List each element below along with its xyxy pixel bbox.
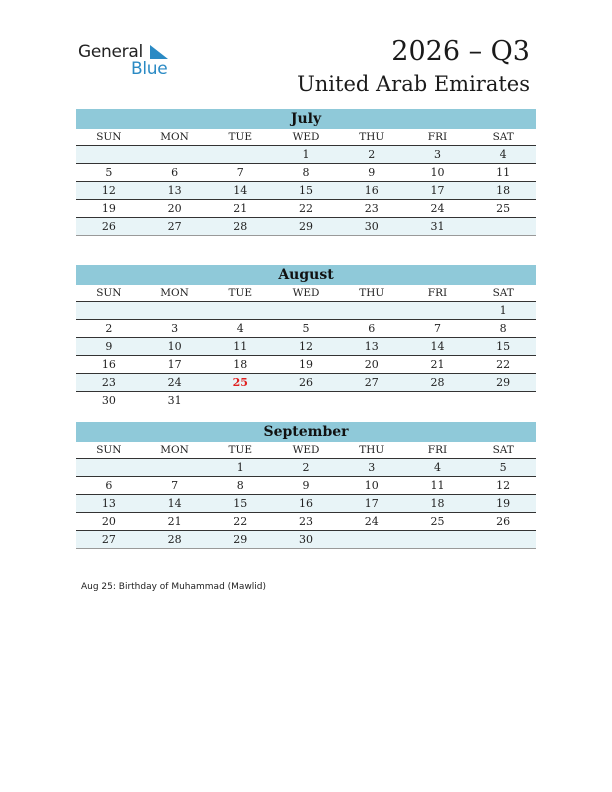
day-cell: 31 [167, 394, 182, 407]
day-cell: 30 [364, 220, 379, 233]
day-cell: 2 [302, 461, 310, 474]
day-cell [405, 302, 471, 319]
day-cell [339, 392, 405, 409]
day-cell: 21 [167, 515, 182, 528]
weekday-label: THU [359, 444, 385, 456]
day-cell: 11 [496, 166, 511, 179]
day-cell: 15 [496, 340, 511, 353]
day-cell: 5 [499, 461, 507, 474]
day-cell [76, 459, 142, 476]
day-cell: 22 [299, 202, 314, 215]
day-cell: 19 [101, 202, 116, 215]
day-cell: 21 [233, 202, 248, 215]
day-cell: 26 [299, 376, 314, 389]
weekday-label: SUN [96, 287, 122, 299]
month-calendar-july [76, 109, 536, 236]
day-cell: 19 [496, 497, 511, 510]
page-title: 2026 – Q3 [391, 36, 530, 67]
day-cell [142, 146, 208, 163]
day-cell: 16 [364, 184, 379, 197]
week-row [76, 218, 536, 236]
day-cell: 23 [101, 376, 116, 389]
weekday-label: MON [160, 131, 189, 143]
day-cell: 13 [167, 184, 182, 197]
weekday-label: SAT [492, 287, 514, 299]
day-cell [405, 531, 471, 548]
day-cell: 22 [233, 515, 248, 528]
week-row [76, 392, 536, 409]
day-cell: 27 [101, 533, 116, 546]
day-cell: 29 [496, 376, 511, 389]
day-cell: 29 [233, 533, 248, 546]
day-cell [207, 146, 273, 163]
day-cell: 25 [496, 202, 511, 215]
country-name: United Arab Emirates [297, 72, 530, 96]
day-cell: 15 [233, 497, 248, 510]
day-cell: 16 [101, 358, 116, 371]
day-cell: 18 [233, 358, 248, 371]
day-cell: 24 [364, 515, 379, 528]
weekday-label: TUE [228, 287, 253, 299]
day-cell: 20 [101, 515, 116, 528]
weekday-header-row [76, 285, 536, 302]
week-row [76, 182, 536, 200]
day-cell: 4 [433, 461, 441, 474]
week-row [76, 513, 536, 531]
week-row [76, 302, 536, 320]
day-cell: 1 [499, 304, 507, 317]
month-calendar-august [76, 265, 536, 409]
weekday-label: SUN [96, 131, 122, 143]
day-cell: 14 [233, 184, 248, 197]
day-cell: 30 [299, 533, 314, 546]
day-cell: 14 [167, 497, 182, 510]
day-cell: 8 [302, 166, 310, 179]
day-cell: 3 [171, 322, 179, 335]
day-cell: 13 [364, 340, 379, 353]
weekday-label: MON [160, 287, 189, 299]
day-cell: 1 [236, 461, 244, 474]
day-cell: 16 [299, 497, 314, 510]
day-cell [273, 392, 339, 409]
day-cell: 2 [368, 148, 376, 161]
day-cell: 4 [236, 322, 244, 335]
day-cell: 18 [496, 184, 511, 197]
weekday-label: THU [359, 131, 385, 143]
day-cell: 6 [171, 166, 179, 179]
day-cell [405, 392, 471, 409]
day-cell: 12 [496, 479, 511, 492]
day-cell: 4 [499, 148, 507, 161]
holiday-note: Aug 25: Birthday of Muhammad (Mawlid) [81, 582, 267, 592]
day-cell: 11 [430, 479, 445, 492]
day-cell: 6 [105, 479, 113, 492]
day-cell: 11 [233, 340, 248, 353]
day-cell: 31 [430, 220, 445, 233]
month-calendar-september [76, 422, 536, 549]
day-cell [142, 459, 208, 476]
day-cell: 28 [167, 533, 182, 546]
day-cell: 3 [368, 461, 376, 474]
logo-word-general: General [78, 42, 143, 62]
day-cell: 28 [233, 220, 248, 233]
day-cell: 7 [433, 322, 441, 335]
month-name: September [76, 422, 536, 442]
weekday-label: TUE [228, 131, 253, 143]
weekday-label: MON [160, 444, 189, 456]
day-cell: 2 [105, 322, 113, 335]
logo-word-blue: Blue [131, 59, 168, 79]
day-cell: 17 [430, 184, 445, 197]
day-cell: 13 [101, 497, 116, 510]
day-cell: 22 [496, 358, 511, 371]
day-cell: 10 [430, 166, 445, 179]
day-cell [470, 531, 536, 548]
week-row [76, 338, 536, 356]
day-cell: 21 [430, 358, 445, 371]
day-cell [142, 302, 208, 319]
week-row [76, 146, 536, 164]
day-cell: 27 [364, 376, 379, 389]
day-cell: 19 [299, 358, 314, 371]
day-cell: 28 [430, 376, 445, 389]
day-cell: 9 [105, 340, 113, 353]
weekday-header-row [76, 129, 536, 146]
weekday-label: SUN [96, 444, 122, 456]
week-row [76, 531, 536, 549]
weekday-label: WED [292, 131, 320, 143]
weekday-label: WED [292, 444, 320, 456]
day-cell: 12 [101, 184, 116, 197]
weekday-label: FRI [427, 131, 448, 143]
day-cell: 14 [430, 340, 445, 353]
day-cell: 23 [299, 515, 314, 528]
day-cell: 8 [236, 479, 244, 492]
day-cell: 7 [171, 479, 179, 492]
month-name: August [76, 265, 536, 285]
day-cell: 20 [167, 202, 182, 215]
day-cell [339, 302, 405, 319]
day-cell [339, 531, 405, 548]
week-row [76, 320, 536, 338]
day-cell [470, 218, 536, 235]
week-row [76, 374, 536, 392]
week-row [76, 200, 536, 218]
day-cell: 20 [364, 358, 379, 371]
holiday-day-cell: 25 [232, 376, 248, 389]
day-cell [76, 146, 142, 163]
day-cell: 10 [364, 479, 379, 492]
weekday-label: WED [292, 287, 320, 299]
day-cell: 17 [167, 358, 182, 371]
day-cell [76, 302, 142, 319]
day-cell: 12 [299, 340, 314, 353]
day-cell: 5 [302, 322, 310, 335]
week-row [76, 356, 536, 374]
day-cell: 26 [496, 515, 511, 528]
month-name: July [76, 109, 536, 129]
day-cell: 27 [167, 220, 182, 233]
holiday-notes [81, 582, 266, 592]
weekday-label: SAT [492, 444, 514, 456]
day-cell [207, 302, 273, 319]
day-cell: 17 [364, 497, 379, 510]
week-row [76, 459, 536, 477]
day-cell: 8 [499, 322, 507, 335]
day-cell: 30 [101, 394, 116, 407]
day-cell: 10 [167, 340, 182, 353]
weekday-label: TUE [228, 444, 253, 456]
day-cell [470, 392, 536, 409]
day-cell: 15 [299, 184, 314, 197]
day-cell: 6 [368, 322, 376, 335]
day-cell: 9 [368, 166, 376, 179]
day-cell: 7 [236, 166, 244, 179]
weekday-label: THU [359, 287, 385, 299]
day-cell: 24 [430, 202, 445, 215]
logo-triangle-icon [150, 45, 168, 59]
day-cell: 9 [302, 479, 310, 492]
day-cell: 26 [101, 220, 116, 233]
day-cell: 25 [430, 515, 445, 528]
week-row [76, 495, 536, 513]
day-cell: 23 [364, 202, 379, 215]
weekday-label: FRI [427, 287, 448, 299]
day-cell: 24 [167, 376, 182, 389]
day-cell [207, 392, 273, 409]
day-cell: 3 [433, 148, 441, 161]
weekday-label: SAT [492, 131, 514, 143]
day-cell: 5 [105, 166, 113, 179]
logo [78, 42, 188, 82]
day-cell: 29 [299, 220, 314, 233]
day-cell: 1 [302, 148, 310, 161]
weekday-label: FRI [427, 444, 448, 456]
day-cell: 18 [430, 497, 445, 510]
week-row [76, 164, 536, 182]
week-row [76, 477, 536, 495]
weekday-header-row [76, 442, 536, 459]
day-cell [273, 302, 339, 319]
